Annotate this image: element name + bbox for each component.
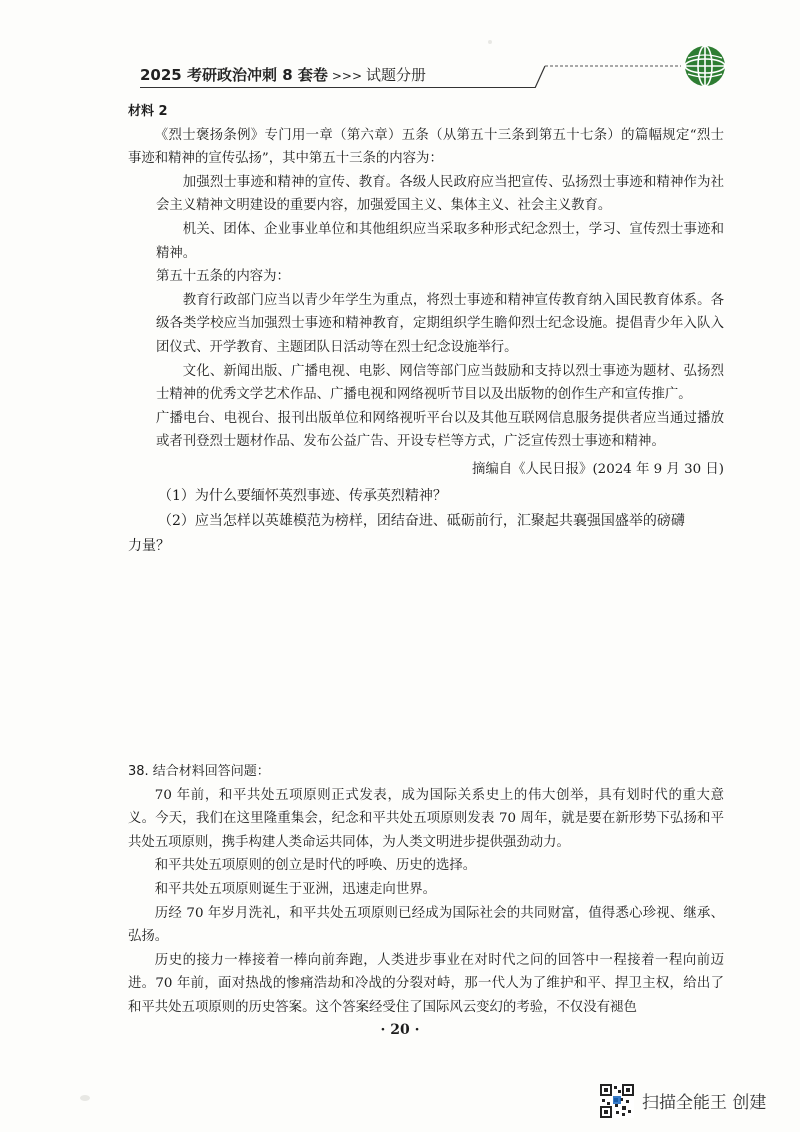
question-38-section [128,760,724,1020]
article-55-paragraph-1: 教育行政部门应当以青少年学生为重点，将烈士事迹和精神宣传教育纳入国民教育体系。各级各类学校应当加强烈士事迹和精神教育，定期组织学生瞻仰烈士纪念设施。提倡青少年入队入团仪式、开学教育、主题团队日活动等在烈士纪念设施举行。 [156,292,724,355]
article-53-block [128,171,724,265]
scanner-watermark [596,1084,786,1124]
material-2-section [128,100,724,559]
source-citation: 摘编自《人民日报》(2024 年 9 月 30 日) [471,461,724,477]
header-title [140,64,426,85]
header-subtitle: 试题分册 [366,66,427,84]
question-38-heading: 38. 结合材料回答问题： [128,764,270,779]
globe-logo-icon [683,44,727,88]
watermark-text: 扫描全能王 创建 [642,1093,767,1113]
material-label: 材料 2 [128,104,168,119]
qr-code-icon [600,1084,634,1118]
article-55-paragraph-2: 文化、新闻出版、广播电视、电影、网信等部门应当鼓励和支持以烈士事迹为题材、弘扬烈士精神的优秀文学艺术作品、广播电视和网络视听节目以及出版物的创作生产和宣传推广。 [156,363,724,403]
header-separator: >>> [331,69,363,83]
question-38-paragraph-2: 和平共处五项原则的创立是时代的呼唤、历史的选择。 [154,858,477,874]
article-55-heading: 第五十五条的内容为： [156,269,290,285]
question-2-line-1: （2）应当怎样以英雄模范为榜样，团结奋进、砥砺前行，汇聚起共襄强国盛举的磅礴 [158,512,685,529]
header-exam-name: 2025 考研政治冲刺 8 套卷 [140,66,328,84]
paper-speck [80,1095,90,1101]
question-1: （1）为什么要缅怀英烈事迹、传承英烈精神？ [158,487,447,504]
question-38-paragraph-5: 历史的接力一棒接着一棒向前奔跑，人类进步事业在对时代之问的回答中一程接着一程向前迈进。70 年前，面对热战的惨痛浩劫和冷战的分裂对峙，那一代人为了维护和平、捍卫主权，给出了和平共处五项原则的历史答案。这个答案经受住了国际风云变幻的考验，不仅没有褪色 [128,952,724,1015]
page-header [140,56,740,96]
article-53-paragraph-1: 加强烈士事迹和精神的宣传、教育。各级人民政府应当把宣传、弘扬烈士事迹和精神作为社会主义精神文明建设的重要内容，加强爱国主义、集体主义、社会主义教育。 [156,174,724,214]
article-53-paragraph-2: 机关、团体、企业事业单位和其他组织应当采取多种形式纪念烈士，学习、宣传烈士事迹和精神。 [156,221,724,261]
question-38-paragraph-1: 70 年前，和平共处五项原则正式发表，成为国际关系史上的伟大创举，具有划时代的重大意义。今天，我们在这里隆重集会，纪念和平共处五项原则发表 70 周年，就是要在新形势下弘扬和平共处五项原则，携手构建人类命运共同体，为人类文明进步提供强劲动力。 [128,787,724,850]
article-55-paragraph-3: 广播电台、电视台、报刊出版单位和网络视听平台以及其他互联网信息服务提供者应当通过播放或者刊登烈士题材作品、发布公益广告、开设专栏等方式，广泛宣传烈士事迹和精神。 [156,410,724,450]
question-2-line-2: 力量？ [128,537,170,554]
article-55-block [128,289,724,454]
material-intro: 《烈士褒扬条例》专门用一章（第六章）五条（从第五十三条到第五十七条）的篇幅规定“烈士事迹和精神的宣传弘扬”，其中第五十三条的内容为： [128,127,724,167]
paper-speck [488,40,492,44]
question-38-paragraph-3: 和平共处五项原则诞生于亚洲，迅速走向世界。 [154,881,436,897]
question-38-paragraph-4: 历经 70 年岁月洗礼，和平共处五项原则已经成为国际社会的共同财富，值得悉心珍视、继承、弘扬。 [128,905,724,945]
page-number: · 20 · [380,1022,420,1038]
header-decoration [533,64,683,88]
header-rule [140,87,535,88]
